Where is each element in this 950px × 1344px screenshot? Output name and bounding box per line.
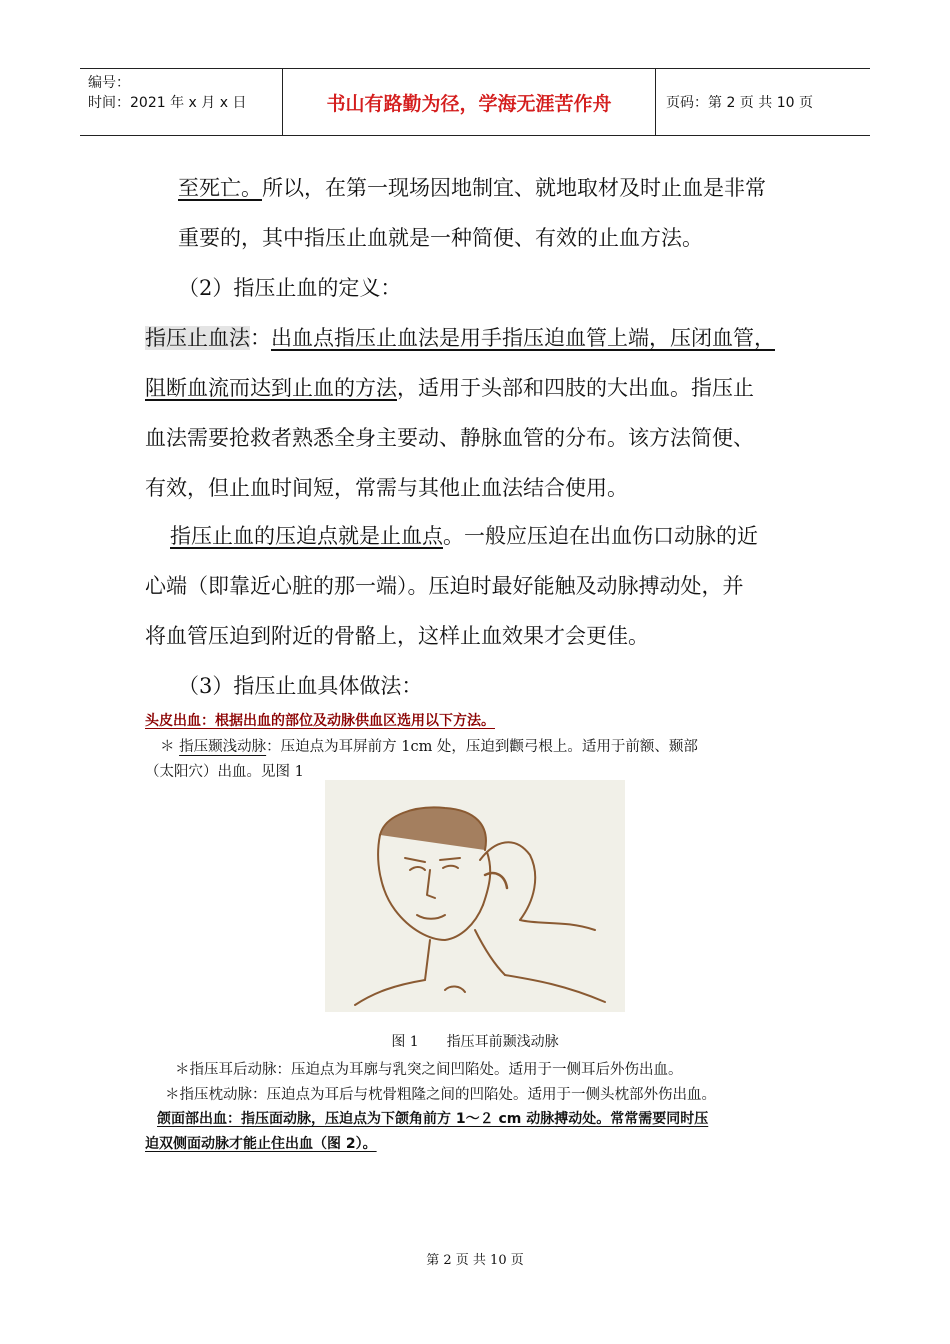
underlined-text: 出血点指压止血法是用手指压迫血管上端，压闭血管， [271,326,775,350]
paragraph-line: 有效，但止血时间短，常需与其他止血法结合使用。 [145,476,628,500]
definition-line [145,322,775,352]
section-heading: （3）指压止血具体做法： [178,674,423,698]
definition-line [145,372,754,402]
postauricular-artery-line: ＊指压耳后动脉：压迫点为耳廓与乳突之间凹陷处。适用于一侧耳后外伤出血。 [175,1062,683,1078]
underlined-text: 阻断血流而达到止血的方法 [145,376,397,400]
page-header [80,68,870,136]
paragraph-line [170,520,758,550]
paragraph-line: 心端（即靠近心脏的那一端）。压迫时最好能触及动脉搏动处，并 [145,574,744,598]
text: 所以，在第一现场因地制宜、就地取材及时止血是非常 [262,176,766,200]
head-sketch-illustration [325,780,625,1012]
text: 。一般应压迫在出血伤口动脉的近 [443,524,758,548]
temporal-artery-line [160,735,698,756]
header-meta [80,69,282,135]
temporal-artery-line-2: （太阳穴）出血。见图 1 [145,764,304,780]
header-motto: 书山有路勤为径，学海无涯苦作舟 [282,69,656,135]
jaw-bleeding-line: 颌面部出血：指压面动脉，压迫点为下颌角前方 1～２ cm 动脉搏动处。常常需要同时压 [157,1111,709,1127]
jaw-bleeding-line-2: 迫双侧面动脉才能止住出血（图 2）。 [145,1136,377,1152]
paragraph-line: 重要的，其中指压止血就是一种简便、有效的止血方法。 [178,226,703,250]
figure-caption: 图 1 指压耳前颞浅动脉 [391,1034,559,1050]
definition-term: 指压止血法 [145,326,250,350]
underlined-text: 指压止血的压迫点就是止血点 [170,524,443,548]
page-footer: 第 2 页 共 10 页 [426,1253,524,1268]
figure-temporal-artery [325,780,625,1012]
text: ： [250,326,271,350]
paragraph-line [178,172,766,202]
header-page-info: 页码：第 2 页 共 10 页 [666,95,813,111]
bullet-icon: ＊ [160,739,175,755]
scalp-bleeding-heading: 头皮出血：根据出血的部位及动脉供血区选用以下方法。 [145,713,495,729]
number-label: 编号： [88,75,130,91]
occipital-artery-line: ＊指压枕动脉：压迫点为耳后与枕骨粗隆之间的凹陷处。适用于一侧头枕部外伤出血。 [165,1087,716,1103]
text: ，适用于头部和四肢的大出血。指压止 [397,376,754,400]
underlined-text: 指压颞浅动脉 [179,739,267,755]
text: ：压迫点为耳屏前方 1cm 处，压迫到颧弓根上。适用于前额、颞部 [266,739,698,755]
underlined-text: 至死亡。 [178,176,262,200]
paragraph-line: 将血管压迫到附近的骨骼上，这样止血效果才会更佳。 [145,624,649,648]
paragraph-line: 血法需要抢救者熟悉全身主要动、静脉血管的分布。该方法简便、 [145,426,754,450]
date-label: 时间：2021 年 x 月 x 日 [88,95,247,111]
section-heading: （2）指压止血的定义： [178,276,402,300]
